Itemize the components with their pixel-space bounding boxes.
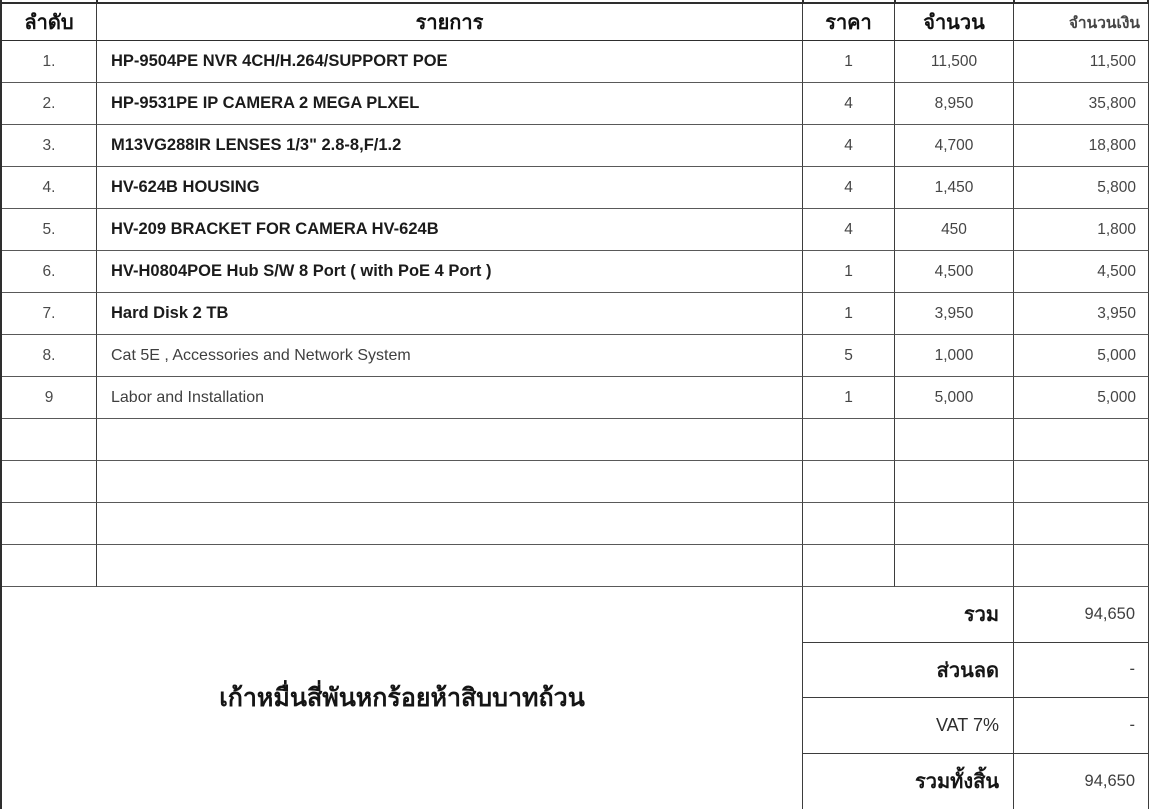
cell-item: HV-624B HOUSING — [97, 167, 803, 209]
cell-qty — [895, 503, 1014, 545]
cell-qty — [895, 545, 1014, 587]
cell-no: 3. — [2, 125, 97, 167]
cell-amount: 3,950 — [1014, 293, 1149, 335]
cell-item: HP-9531PE IP CAMERA 2 MEGA PLXEL — [97, 83, 803, 125]
cell-amount: 5,000 — [1014, 377, 1149, 419]
col-header-amount: จำนวนเงิน — [1014, 4, 1149, 41]
cell-amount — [1014, 419, 1149, 461]
cell-no: 9 — [2, 377, 97, 419]
cell-qty: 1,000 — [895, 335, 1014, 377]
summary-label-vat: VAT 7% — [803, 698, 1014, 754]
cell-no — [2, 461, 97, 503]
cell-item — [97, 545, 803, 587]
cell-qty: 11,500 — [895, 41, 1014, 83]
cell-qty: 3,950 — [895, 293, 1014, 335]
cell-amount — [1014, 461, 1149, 503]
divider — [96, 0, 98, 2]
cell-qty — [895, 419, 1014, 461]
cell-price: 5 — [803, 335, 895, 377]
cell-price — [803, 461, 895, 503]
cell-item: Labor and Installation — [97, 377, 803, 419]
summary-label-total: รวม — [803, 587, 1014, 643]
cell-item: HP-9504PE NVR 4CH/H.264/SUPPORT POE — [97, 41, 803, 83]
cell-price: 1 — [803, 41, 895, 83]
cell-no: 5. — [2, 209, 97, 251]
cell-qty: 4,500 — [895, 251, 1014, 293]
cell-qty: 5,000 — [895, 377, 1014, 419]
cell-amount: 11,500 — [1014, 41, 1149, 83]
cell-qty: 1,450 — [895, 167, 1014, 209]
cell-price — [803, 503, 895, 545]
cell-price: 1 — [803, 251, 895, 293]
divider — [1013, 0, 1015, 2]
summary-value-grand-total: 94,650 — [1014, 754, 1149, 809]
summary-value-discount: - — [1014, 643, 1149, 699]
cell-amount — [1014, 545, 1149, 587]
amount-in-words: เก้าหมื่นสี่พันหกร้อยห้าสิบบาทถ้วน — [2, 587, 803, 809]
divider — [0, 0, 2, 2]
cell-item — [97, 503, 803, 545]
cell-qty: 4,700 — [895, 125, 1014, 167]
cell-amount: 1,800 — [1014, 209, 1149, 251]
cell-price: 1 — [803, 377, 895, 419]
summary-section — [0, 587, 1149, 809]
cell-no: 6. — [2, 251, 97, 293]
divider — [894, 0, 896, 2]
cell-item: HV-209 BRACKET FOR CAMERA HV-624B — [97, 209, 803, 251]
cell-price: 4 — [803, 209, 895, 251]
cell-qty: 450 — [895, 209, 1014, 251]
col-header-no: ลำดับ — [2, 4, 97, 41]
top-crop-strip — [0, 0, 1149, 4]
col-header-item: รายการ — [97, 4, 803, 41]
divider — [802, 0, 804, 2]
cell-amount: 5,000 — [1014, 335, 1149, 377]
cell-price: 4 — [803, 83, 895, 125]
cell-amount: 5,800 — [1014, 167, 1149, 209]
cell-no: 7. — [2, 293, 97, 335]
cell-price: 4 — [803, 167, 895, 209]
cell-price: 4 — [803, 125, 895, 167]
cell-item: Hard Disk 2 TB — [97, 293, 803, 335]
cell-no: 4. — [2, 167, 97, 209]
cell-item: Cat 5E , Accessories and Network System — [97, 335, 803, 377]
cell-no: 2. — [2, 83, 97, 125]
cell-qty — [895, 461, 1014, 503]
cell-item: M13VG288IR LENSES 1/3" 2.8-8,F/1.2 — [97, 125, 803, 167]
cell-item — [97, 419, 803, 461]
cell-no: 8. — [2, 335, 97, 377]
cell-no — [2, 545, 97, 587]
cell-price — [803, 545, 895, 587]
cell-qty: 8,950 — [895, 83, 1014, 125]
summary-value-vat: - — [1014, 698, 1149, 754]
cell-amount — [1014, 503, 1149, 545]
cell-no — [2, 419, 97, 461]
cell-item — [97, 461, 803, 503]
col-header-price: ราคา — [803, 4, 895, 41]
cell-amount: 4,500 — [1014, 251, 1149, 293]
summary-value-total: 94,650 — [1014, 587, 1149, 643]
items-table — [0, 4, 1149, 587]
summary-label-grand-total: รวมทั้งสิ้น — [803, 754, 1014, 809]
cell-price: 1 — [803, 293, 895, 335]
cell-price — [803, 419, 895, 461]
cell-amount: 35,800 — [1014, 83, 1149, 125]
cell-no: 1. — [2, 41, 97, 83]
cell-item: HV-H0804POE Hub S/W 8 Port ( with PoE 4 Port ) — [97, 251, 803, 293]
cell-amount: 18,800 — [1014, 125, 1149, 167]
summary-label-discount: ส่วนลด — [803, 643, 1014, 699]
cell-no — [2, 503, 97, 545]
col-header-qty: จำนวน — [895, 4, 1014, 41]
